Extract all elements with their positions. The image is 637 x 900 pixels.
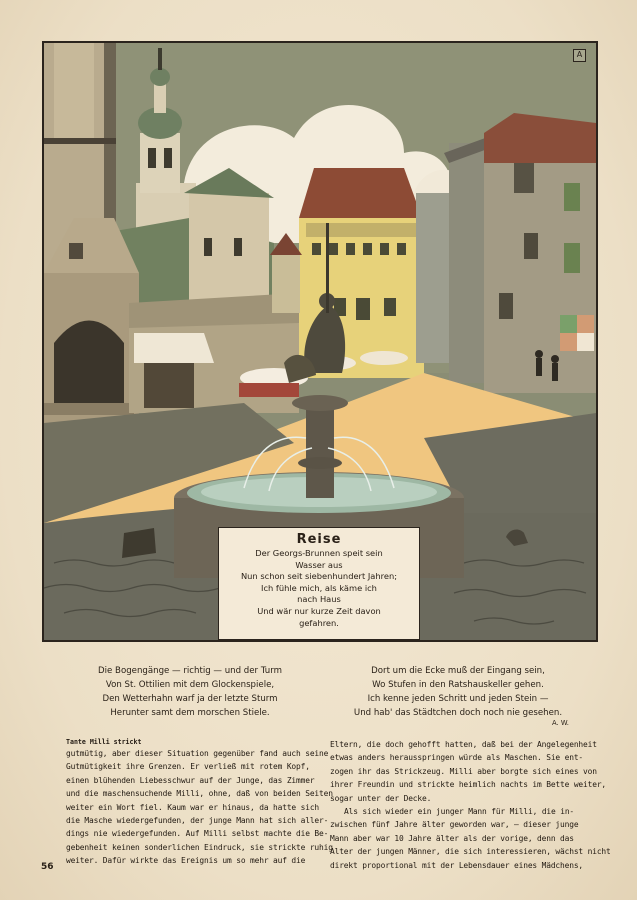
story-column-right [330,738,611,872]
poem-stanza-left [74,664,306,720]
stanza-line: Wo Stufen in den Ratshauskeller gehen. [372,680,544,690]
stanza-line: Den Wetterhahn warf ja der letzte Sturm [102,694,278,704]
story-line: einen blühenden Liebesschwur auf der Junge, das Zimmer [66,775,315,785]
story-line: ihrer Freundin und strickte heimlich nachts im Bette weiter, [330,780,607,790]
story-line: weiter ein Wort fiel. Kaum war er hinaus, da hatte sich [66,802,320,812]
story-line: gutmütig, aber dieser Situation gegenüber fand auch seine [66,749,329,758]
poem-inset-line: Nun schon seit siebenhundert Jahren; [240,571,398,582]
story-line: Mann aber war 10 Jahre älter als der vorige, denn das [330,833,574,843]
stanza-line: Dort um die Ecke muß der Eingang sein, [371,666,545,676]
page-number: 56 [41,862,54,872]
stanza-line: Herunter samt dem morschen Stiele. [110,708,270,718]
artist-monogram-letter: A [576,50,583,59]
story-line: zogen ihr das Strickzeug. Milli aber borgte sich eines von [330,766,597,776]
stanza-line: Und hab' das Städtchen doch noch nie gesehen. [353,708,563,718]
artist-monogram-badge [573,49,586,62]
poem-inset-line: Ich fühle mich, als käme ich [261,582,377,593]
story-line: etwas anders herausspringen würde als Maschen. Sie ent- [330,753,584,763]
poem-inset-line: gefahren. [299,617,339,628]
story-line: Als sich wieder ein junger Mann für Milli, die in- [344,807,575,817]
poem-title: Reise [296,532,342,547]
poem-inset-line: nach Haus [297,594,341,605]
story-line: und die maschensuchende Milli, ohne, daß von beiden Seiten [66,789,333,799]
story-heading: Tante Milli strickt [66,738,142,746]
story-line: zwischen fünf Jahre älter geworden war, — dieser junge [330,820,579,830]
poem-inset-line: Und wär nur kurze Zeit davon [257,605,381,616]
stanza-line: Von St. Ottilien mit dem Glockenspiele, [105,680,275,690]
story-line: die Masche wiedergefunden, der junge Mann hat sich aller- [66,816,329,826]
poem-stanzas [0,664,637,734]
story-line: gebenheit keinen sonderlichen Eindruck, sie strickte ruhig [66,842,333,852]
poem-author-initials: A. W. [552,719,569,727]
poem-stanza-right [340,664,576,720]
story-column-left [66,738,333,868]
poem-inset-line: Wasser aus [295,559,343,570]
poem-title-panel [218,527,420,640]
story-line: sogar unter der Decke. [330,793,432,803]
story-line: Gutmütigkeit ihre Grenzen. Er verließ mit rotem Kopf, [66,762,310,772]
story-line: dings nie wiedergefunden. Auf Milli selbst machte die Be- [66,829,329,839]
poem-inset-line: Der Georgs-Brunnen speit sein [255,548,383,558]
story-line: Alter der jungen Männer, die sich interessieren, wächst nicht [330,847,611,857]
story-line: direkt proportional mit der Lebensdauer eines Mädchens, [330,860,584,870]
stanza-line: Ich kenne jeden Schritt und jeden Stein — [367,694,549,704]
story-line: weiter. Dafür wirkte das Ereignis um so mehr auf die [66,856,306,866]
stanza-line: Die Bogengänge — richtig — und der Turm [98,666,282,676]
story-line: Eltern, die doch gehofft hatten, daß bei der Angelegenheit [330,740,597,749]
